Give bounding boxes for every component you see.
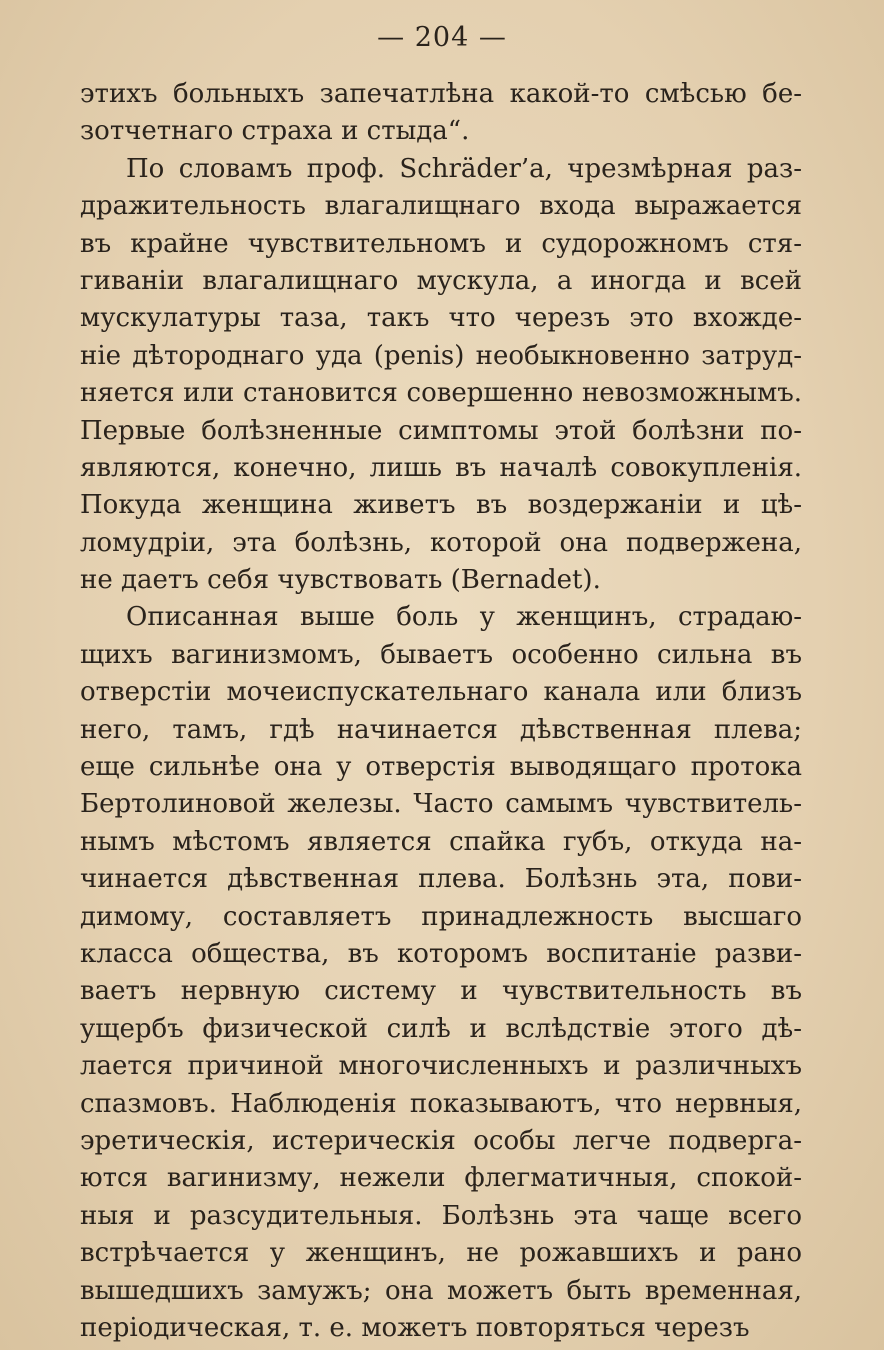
text-line: чинается дѣвственная плева. Болѣзнь эта, пови- [80,864,802,895]
text-line: По словамъ проф. Schräder’а, чрезмѣрная раз- [126,153,802,184]
paragraph [80,151,802,600]
text-line: нымъ мѣстомъ является спайка губъ, откуда на- [80,826,802,857]
text-line: Описанная выше боль у женщинъ, страдаю- [126,602,802,633]
text-line: него, тамъ, гдѣ начинается дѣвственная плева; [80,714,802,745]
text-line: гиваніи влагалищнаго мускула, а иногда и всей [80,265,802,296]
text-line: эретическія, истерическія особы легче подверга- [80,1125,802,1156]
text-line: димому, составляетъ принадлежность высшаго [80,901,802,932]
text-line: Бертолиновой железы. Часто самымъ чувствитель- [80,789,802,820]
text-line: лается причиной многочисленныхъ и различныхъ [80,1051,802,1082]
paragraph [80,599,802,1347]
text-line: вышедшихъ замужъ; она можетъ быть временная, [80,1275,802,1306]
paragraph [80,76,802,151]
body-text [80,76,802,1347]
text-line: еще сильнѣе она у отверстія выводящаго протока [80,752,802,783]
text-line: спазмовъ. Наблюденія показываютъ, что нервныя, [80,1088,802,1119]
text-line: ныя и разсудительныя. Болѣзнь эта чаще всего [80,1200,802,1231]
text-line: Первые болѣзненные симптомы этой болѣзни по- [80,415,802,446]
text-line: ломудріи, эта болѣзнь, которой она подвержена, [80,527,802,558]
text-line: класса общества, въ которомъ воспитаніе разви- [80,938,802,969]
text-line: Покуда женщина живетъ въ воздержаніи и цѣ- [80,490,802,521]
text-line: встрѣчается у женщинъ, не рожавшихъ и рано [80,1238,802,1269]
text-line: являются, конечно, лишь въ началѣ совокупленія. [80,452,802,483]
page-number: — 204 — [377,22,507,53]
text-line: ваетъ нервную систему и чувствительность въ [80,976,802,1007]
text-line: дражительность влагалищнаго входа выражается [80,191,802,222]
text-line: зотчетнаго страха и стыда“. [80,116,470,147]
text-line: ются вагинизму, нежели флегматичныя, спокой- [80,1163,802,1194]
text-line: ніе дѣтороднаго уда (penis) необыкновенно затруд- [80,340,802,371]
text-line: мускулатуры таза, такъ что черезъ это вхожде- [80,303,802,334]
text-line: отверстіи мочеиспускательнаго канала или близъ [80,677,802,708]
text-line: не даетъ себя чувствовать (Bernadet). [80,565,601,596]
text-line: этихъ больныхъ запечатлѣна какой-то смѣсью бе- [80,79,802,109]
text-line: ущербъ физической силѣ и вслѣдствіе этого дѣ- [80,1013,802,1044]
text-line: щихъ вагинизмомъ, бываетъ особенно сильна въ [80,639,802,670]
text-line: періодическая, т. е. можетъ повторяться черезъ [80,1312,750,1343]
text-line: въ крайне чувствительномъ и судорожномъ стя- [80,228,802,259]
text-line: няется или становится совершенно невозможнымъ. [80,378,802,409]
